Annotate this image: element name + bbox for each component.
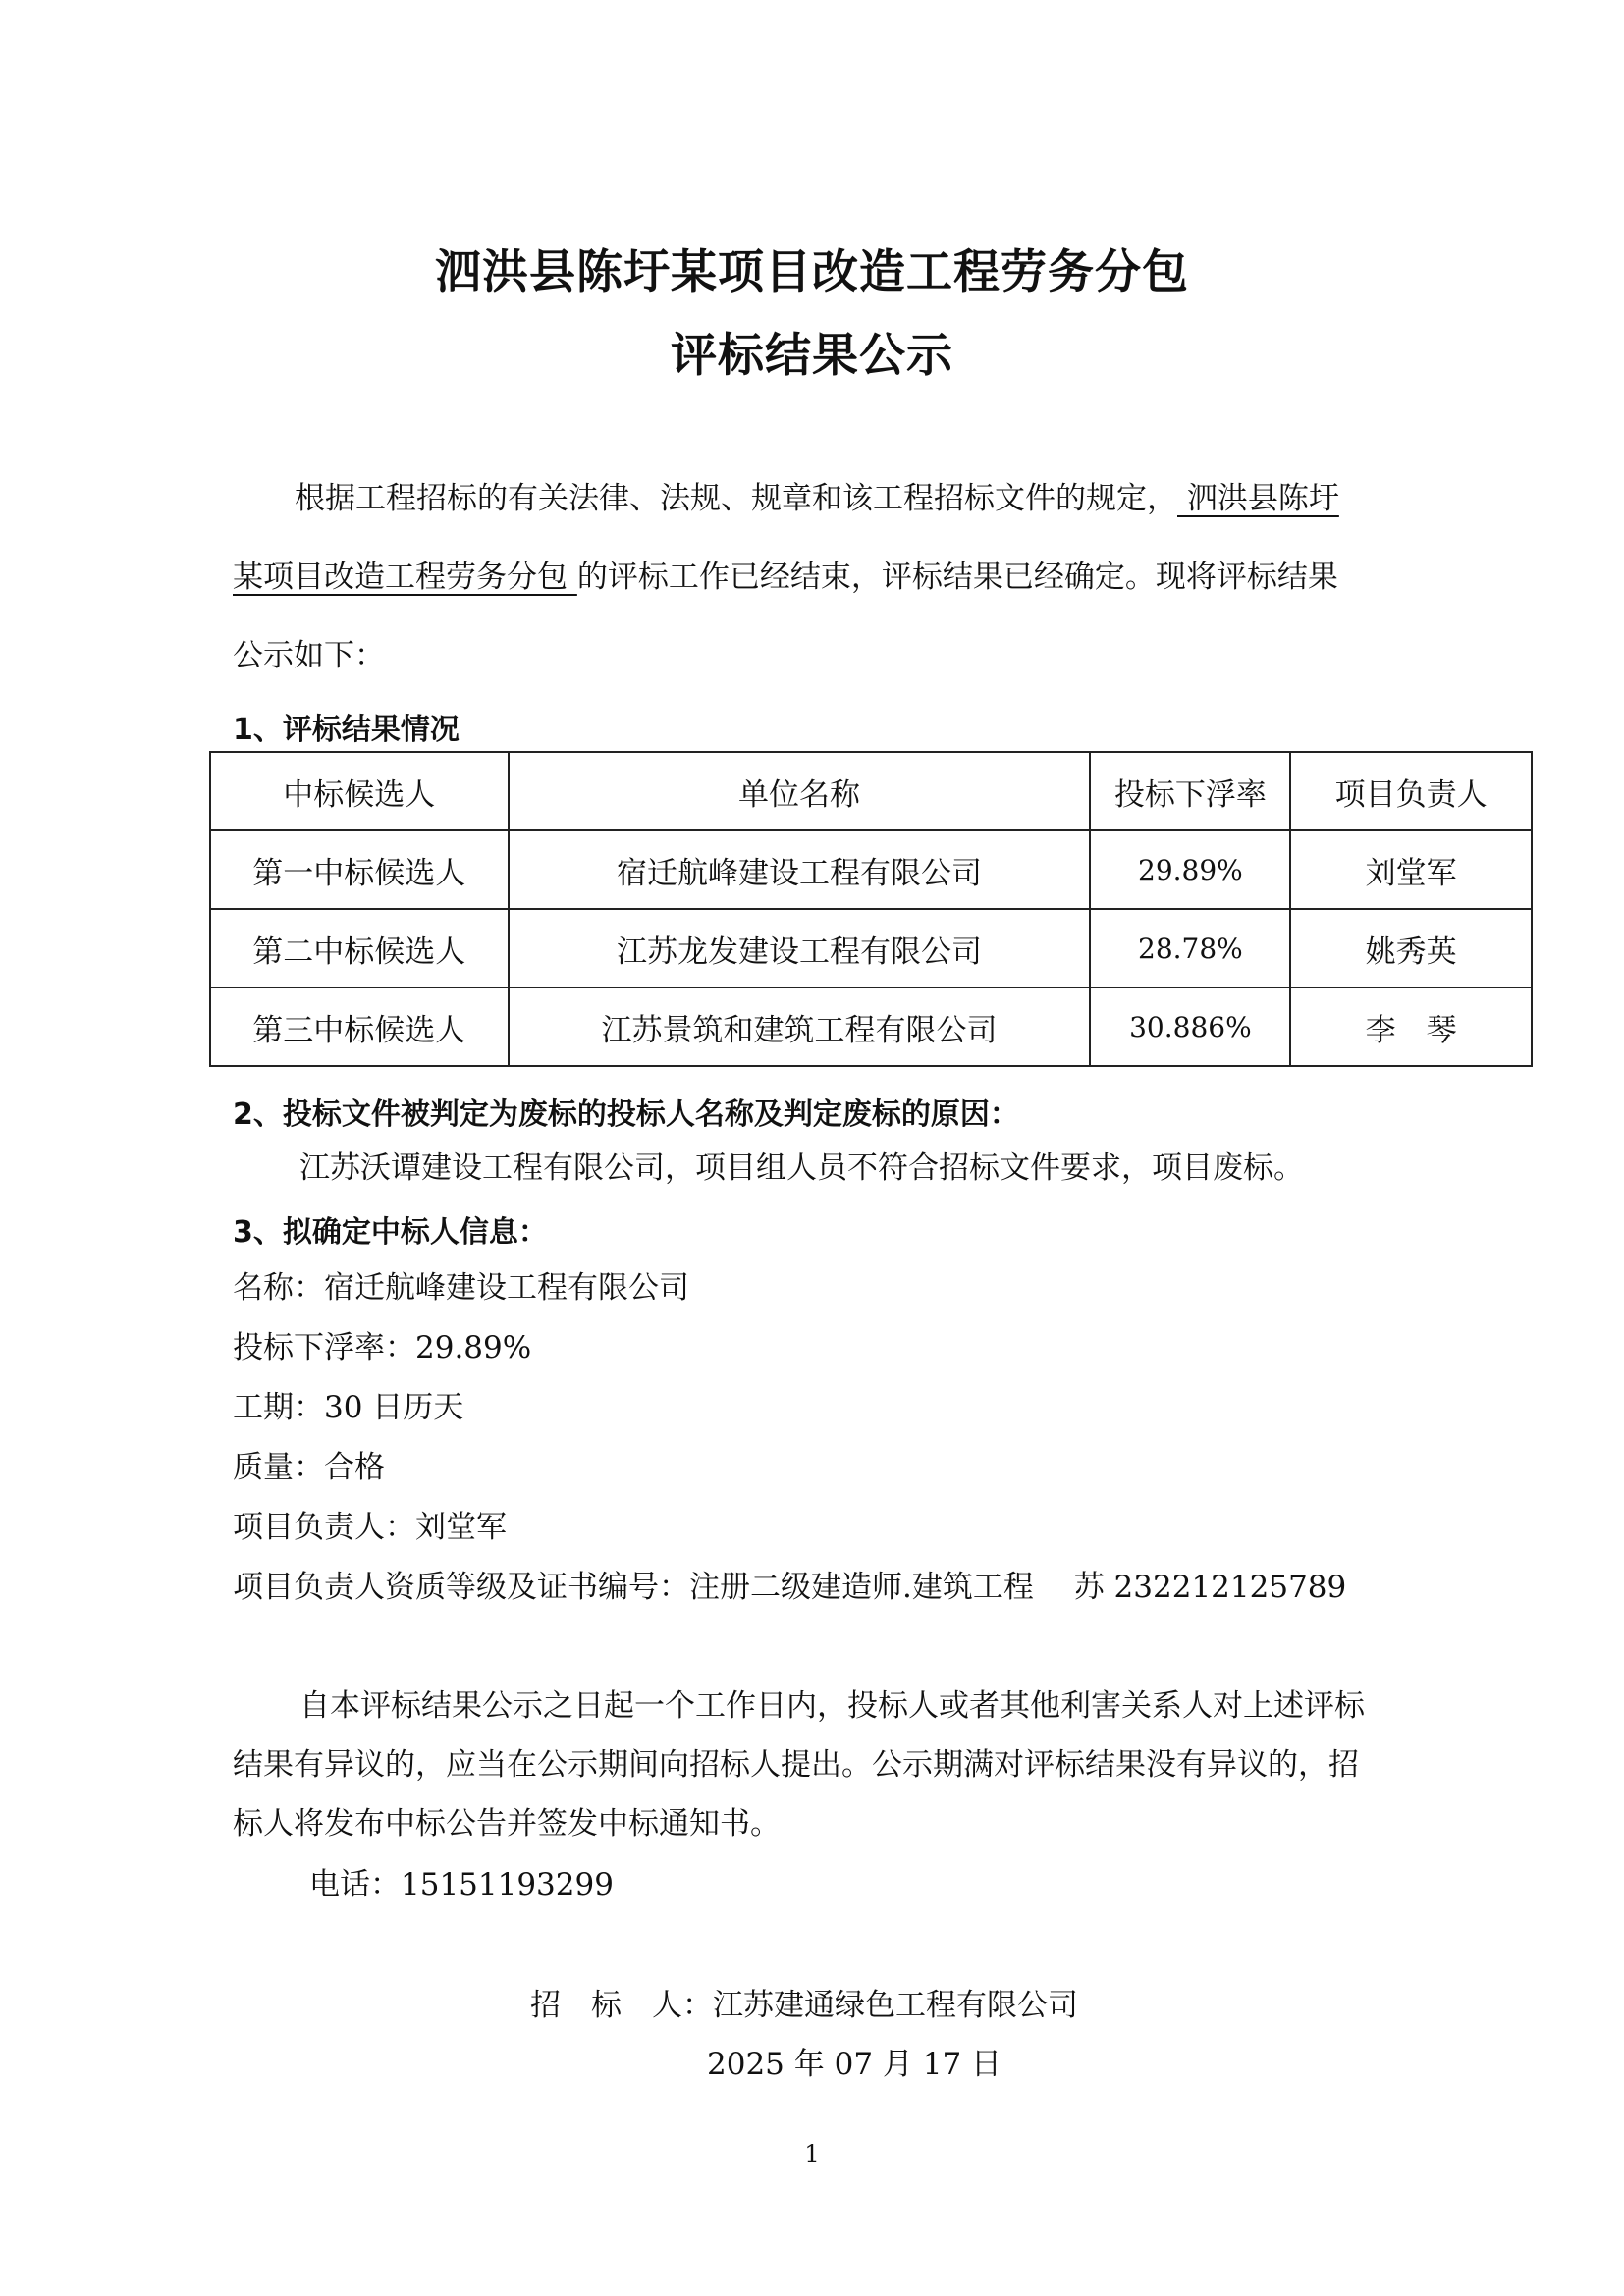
intro-line1 [295,479,1339,518]
winner-quality: 质量：合格 [233,1450,385,1485]
section2-heading: 2、投标文件被判定为废标的投标人名称及判定废标的原因： [233,1097,1019,1132]
notice-line2: 结果有异议的，应当在公示期间向招标人提出。公示期满对评标结果没有异议的，招 [233,1747,1359,1783]
tenderer: 招 标 人：江苏建通绿色工程有限公司 [530,1988,1078,2023]
date: 2025 年 07 月 17 日 [707,2047,1002,2082]
table-row [210,988,1532,1066]
page-number: 1 [804,2140,820,2167]
section2-text: 江苏沃谭建设工程有限公司，项目组人员不符合招标文件要求，项目废标。 [299,1150,1304,1186]
project-name-part2: 某项目改造工程劳务分包 [233,560,577,595]
table-row [210,830,1532,909]
row2-company: 江苏龙发建设工程有限公司 [509,909,1091,988]
row2-rate: 28.78% [1090,909,1290,988]
row3-rate: 30.886% [1090,988,1290,1066]
row3-candidate: 第三中标候选人 [210,988,509,1066]
winner-period: 工期：30 日历天 [233,1390,464,1425]
winner-cert: 项目负责人资质等级及证书编号：注册二级建造师.建筑工程 苏 232212125789 [233,1570,1347,1605]
row1-company: 宿迁航峰建设工程有限公司 [509,830,1091,909]
header-manager: 项目负责人 [1290,752,1532,830]
row1-manager: 刘堂军 [1290,830,1532,909]
notice-line3: 标人将发布中标公告并签发中标通知书。 [233,1806,781,1842]
header-rate: 投标下浮率 [1090,752,1290,830]
notice-line1: 自本评标结果公示之日起一个工作日内，投标人或者其他利害关系人对上述评标 [299,1688,1365,1724]
document-title-line1: 泗洪县陈圩某项目改造工程劳务分包 [435,245,1189,299]
winner-manager: 项目负责人：刘堂军 [233,1510,507,1545]
header-company: 单位名称 [509,752,1091,830]
winner-name: 名称：宿迁航峰建设工程有限公司 [233,1270,689,1306]
project-name-part1: 泗洪县陈圩 [1177,481,1339,516]
header-candidate: 中标候选人 [210,752,509,830]
table-header-row [210,752,1532,830]
table-row [210,909,1532,988]
intro-line2 [233,558,1338,597]
winner-rate: 投标下浮率：29.89% [233,1330,532,1365]
row1-candidate: 第一中标候选人 [210,830,509,909]
results-table [209,751,1533,1067]
row2-candidate: 第二中标候选人 [210,909,509,988]
phone: 电话：15151193299 [309,1867,614,1902]
intro-line3: 公示如下： [233,638,385,673]
section1-heading: 1、评标结果情况 [233,713,460,747]
intro-line2-text: 的评标工作已经结束，评标结果已经确定。现将评标结果 [576,560,1338,595]
section3-heading: 3、拟确定中标人信息： [233,1215,548,1250]
row2-manager: 姚秀英 [1290,909,1532,988]
intro-line1-text: 根据工程招标的有关法律、法规、规章和该工程招标文件的规定， [295,481,1177,516]
row3-manager: 李 琴 [1290,988,1532,1066]
row3-company: 江苏景筑和建筑工程有限公司 [509,988,1091,1066]
document-title-line2: 评标结果公示 [671,329,953,383]
row1-rate: 29.89% [1090,830,1290,909]
